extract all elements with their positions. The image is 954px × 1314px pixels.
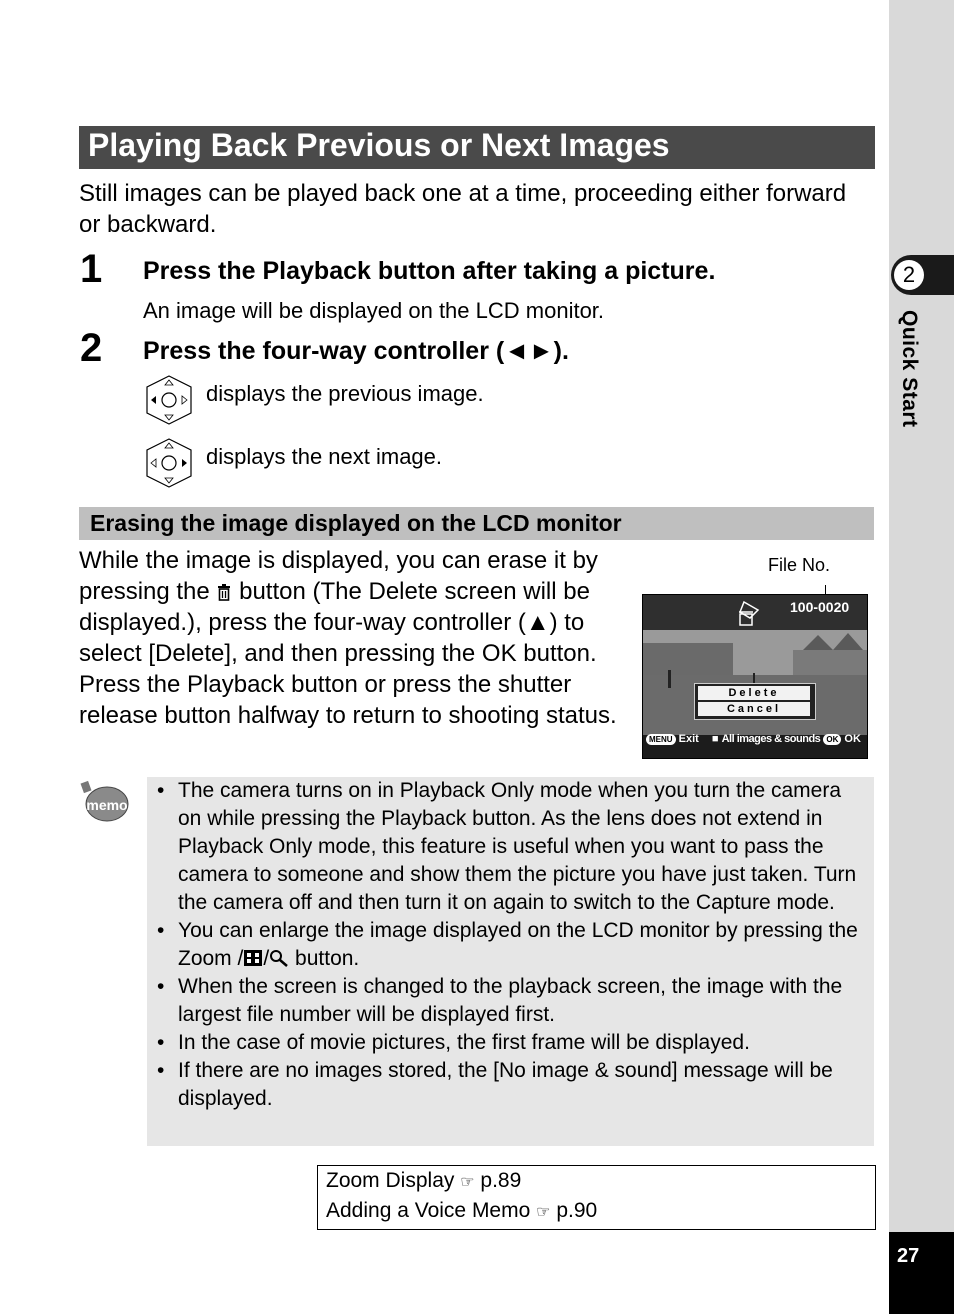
chapter-number: 2 <box>894 260 924 290</box>
file-no-label: File No. <box>768 555 831 575</box>
memo-item-zoom-tail: button. <box>289 947 360 970</box>
thumbnail-grid-icon <box>243 949 263 967</box>
reference-label: Adding a Voice Memo <box>326 1199 531 1222</box>
subheading: Erasing the image displayed on the LCD monitor <box>90 510 622 536</box>
reference-list <box>326 1167 597 1227</box>
step-2-number: 2 <box>80 326 103 370</box>
lcd-bottom-bar <box>646 733 862 753</box>
lcd-delete-menu <box>694 683 816 720</box>
step-2-title: Press the four-way controller (◄►). <box>143 337 569 365</box>
erase-text-part-1: While the image is displayed, you can erase it by pressing the <box>79 547 598 605</box>
step-1-text: An image will be displayed on the LCD monitor. <box>143 298 605 323</box>
page-number: 27 <box>897 1245 920 1267</box>
delete-icon <box>736 600 760 626</box>
four-way-controller-right-icon <box>144 438 194 488</box>
reference-pointer-icon: ☞ <box>536 1204 551 1221</box>
side-tab-background <box>889 0 954 1314</box>
ok-badge: OK <box>823 734 841 745</box>
menu-badge: MENU <box>646 734 676 745</box>
intro-paragraph: Still images can be played back one at a time, proceeding either forward or backward. <box>79 180 847 238</box>
memo-item: • If there are no images stored, the [No image & sound] message will be displayed. <box>157 1057 862 1113</box>
step-1-number: 1 <box>80 247 103 291</box>
step-1-title: Press the Playback button after taking a picture. <box>143 257 716 285</box>
reference-label: Zoom Display <box>326 1169 455 1192</box>
memo-icon-label: memo <box>86 797 128 813</box>
reference-row[interactable] <box>326 1197 597 1227</box>
reference-row[interactable] <box>326 1167 597 1197</box>
all-images-label: All images & sounds <box>721 733 821 745</box>
lcd-option-cancel: Cancel <box>698 702 810 716</box>
memo-list <box>157 777 862 1113</box>
magnifier-icon <box>269 949 289 967</box>
erase-paragraph <box>79 545 639 731</box>
memo-item-zoom-text: You can enlarge the image displayed on the LCD monitor by pressing the Zoom / <box>178 919 858 970</box>
page-title: Playing Back Previous or Next Images <box>88 127 670 163</box>
lcd-option-delete: Delete <box>698 686 810 700</box>
memo-item: • The camera turns on in Playback Only mode when you turn the camera on while pressing the Playback button. As the lens does not extend in Playback Only mode, this feature is useful when you want to pass the camera to someone and show them the picture you have just taken. Turn the camera off and then turn it on again to switch to the Capture mode. <box>157 777 862 917</box>
memo-item: • In the case of movie pictures, the first frame will be displayed. <box>157 1029 862 1057</box>
four-way-controller-left-icon <box>144 375 194 425</box>
memo-item: • When the screen is changed to the playback screen, the image with the largest file number will be displayed first. <box>157 973 862 1029</box>
step-2-left-text: displays the previous image. <box>206 381 484 406</box>
lcd-trash-icon: ■ <box>711 733 719 745</box>
lcd-file-number: 100-0020 <box>790 599 850 615</box>
reference-page: p.90 <box>556 1199 598 1222</box>
exit-label: Exit <box>678 733 699 745</box>
chapter-title: Quick Start <box>898 310 921 428</box>
step-2-right-text: displays the next image. <box>206 444 443 469</box>
trash-icon <box>216 583 232 601</box>
erase-text-part-2: button (The Delete screen will be displayed.), press the four-way controller (▲) to select [Delete], and then pressing the OK button. Press the Playback button or press the shutter release button halfway to return to shooting status. <box>79 578 617 729</box>
reference-pointer-icon: ☞ <box>460 1174 475 1191</box>
memo-icon <box>80 780 130 824</box>
reference-page: p.89 <box>480 1169 522 1192</box>
memo-item-zoom: • You can enlarge the image displayed on the LCD monitor by pressing the Zoom / / button. <box>157 917 862 973</box>
ok-label: OK <box>844 733 861 745</box>
